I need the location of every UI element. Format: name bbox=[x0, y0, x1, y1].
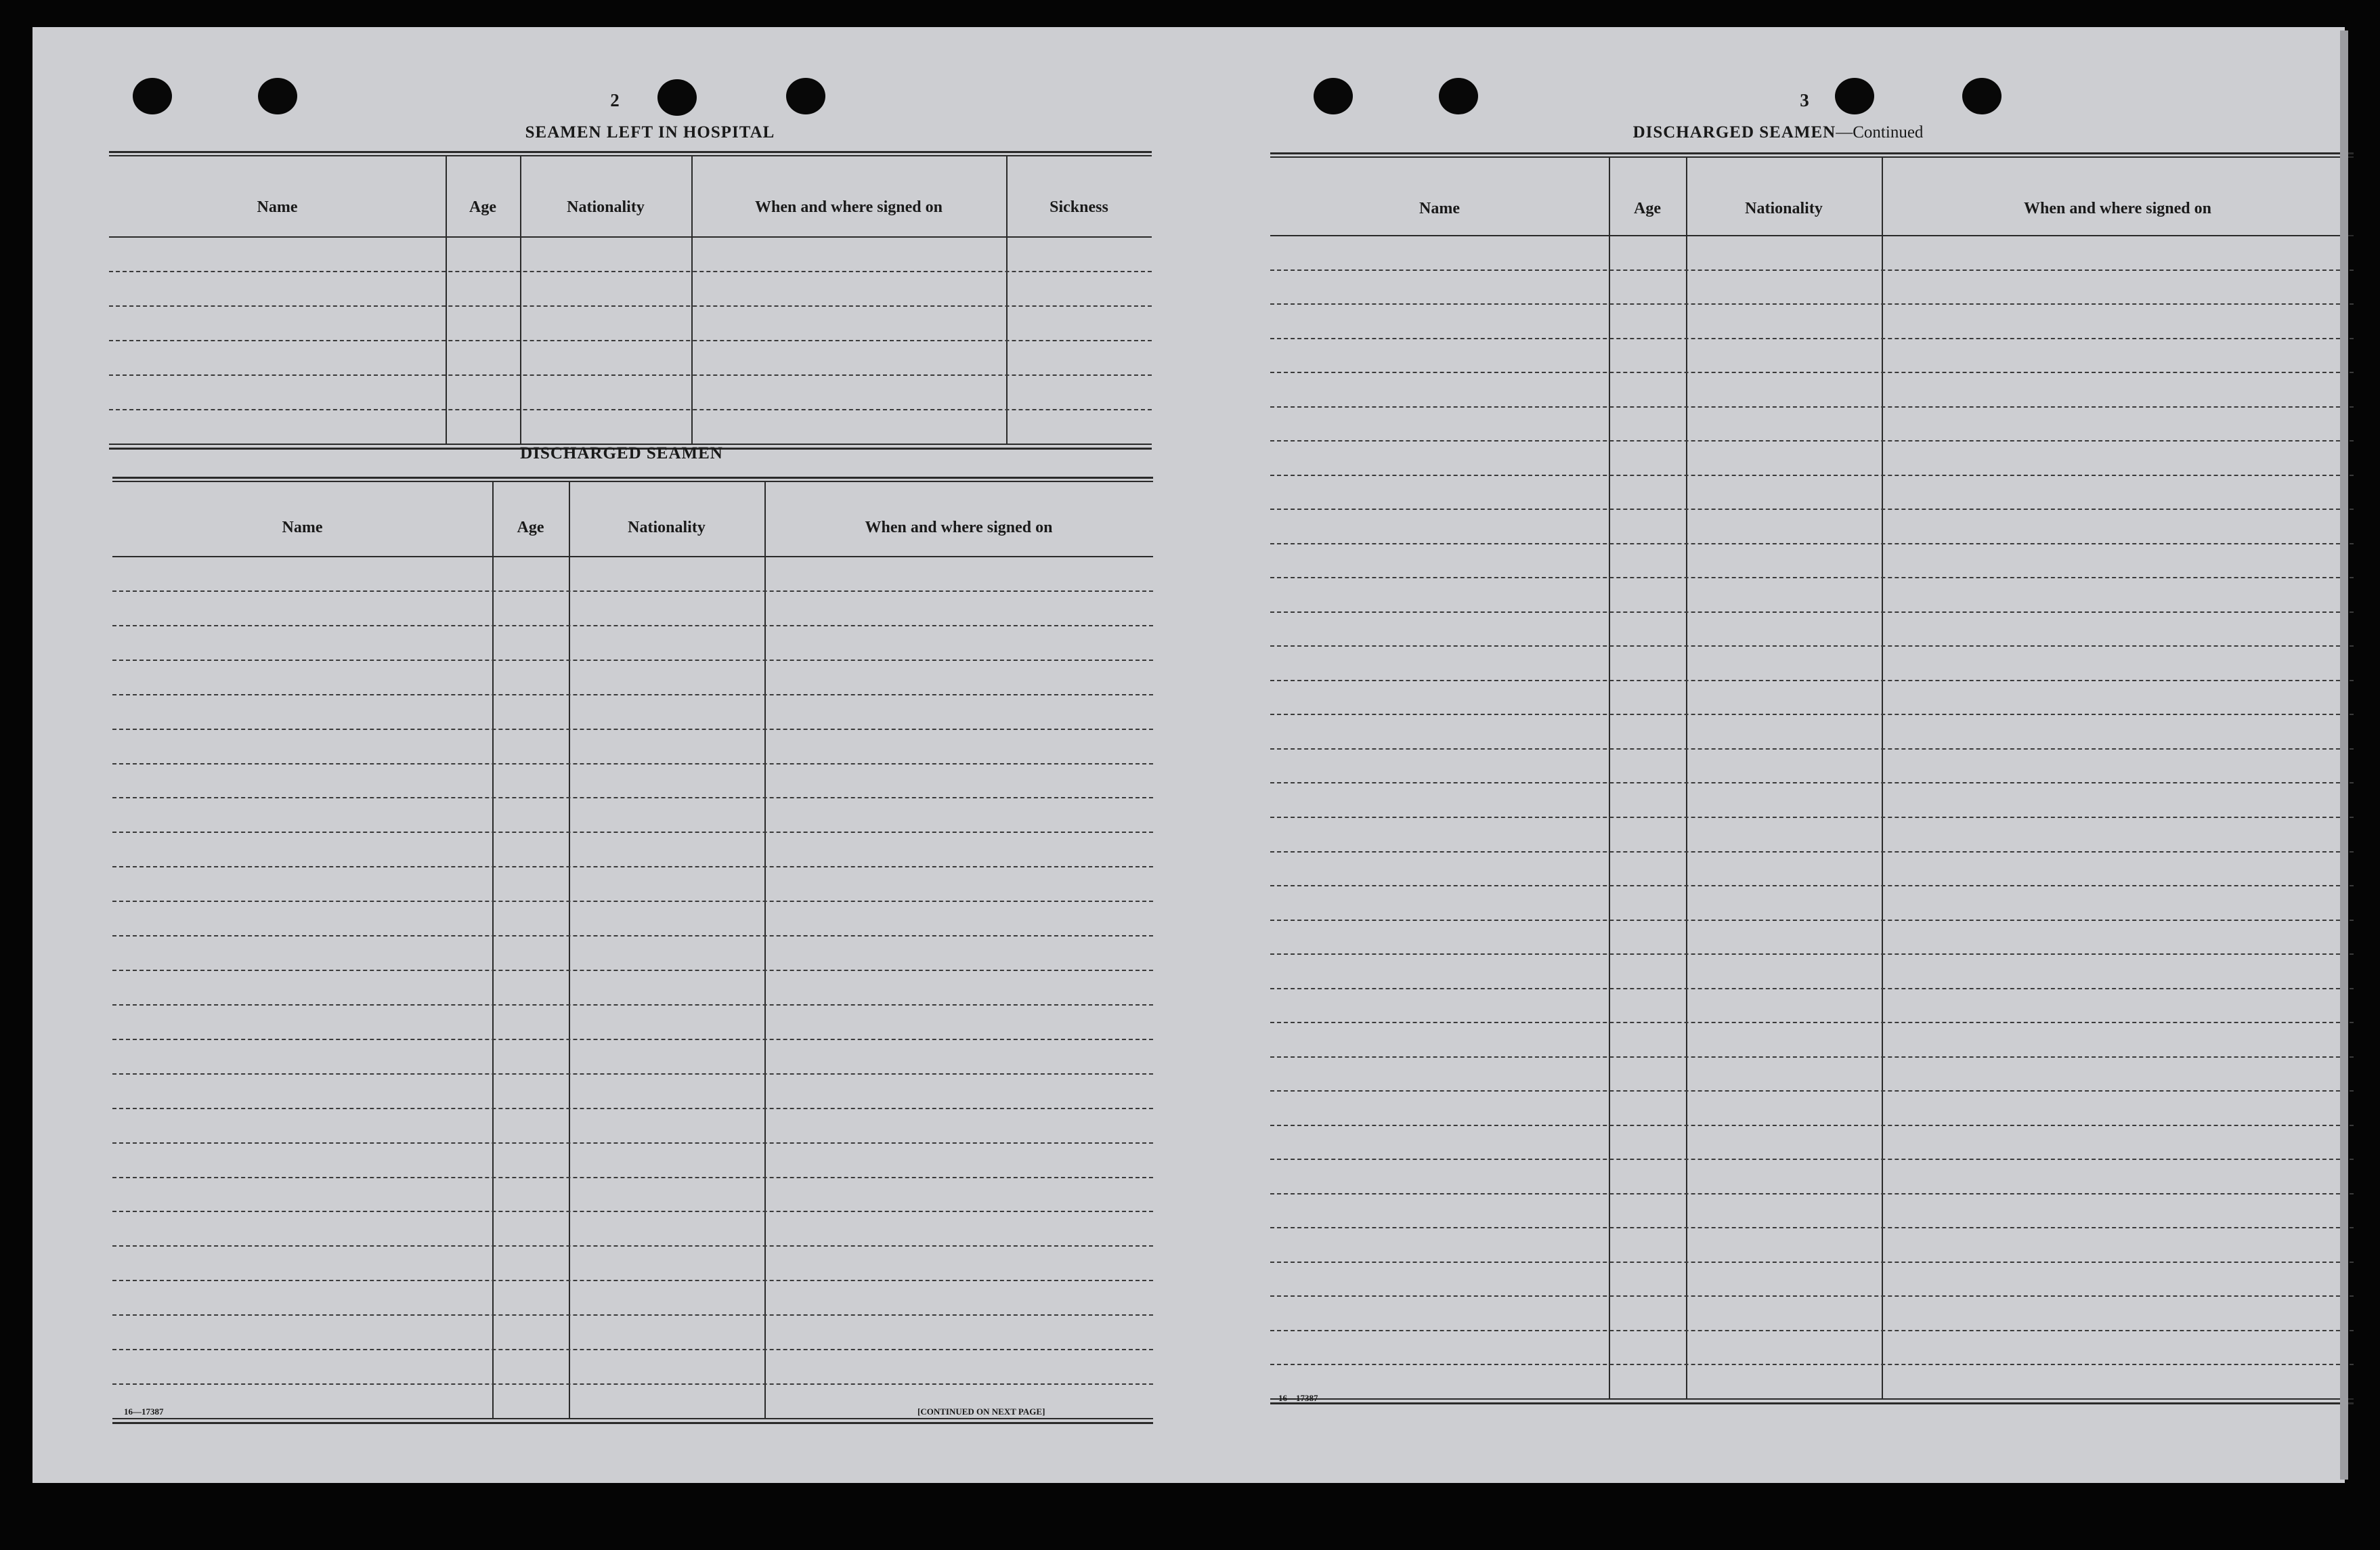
column-header: When and where signed on bbox=[865, 519, 1053, 536]
table-row[interactable] bbox=[1270, 1056, 2354, 1058]
punch-hole bbox=[258, 78, 297, 114]
column-divider bbox=[1882, 158, 1883, 1398]
table-row[interactable] bbox=[1270, 645, 2354, 647]
punch-hole bbox=[1314, 78, 1353, 114]
table-row[interactable] bbox=[112, 935, 1153, 937]
punch-hole bbox=[1439, 78, 1478, 114]
title-main: DISCHARGED SEAMEN bbox=[1632, 123, 1836, 142]
table-row[interactable] bbox=[1270, 475, 2354, 476]
column-header: Nationality bbox=[1745, 200, 1823, 217]
table-row[interactable] bbox=[112, 1108, 1153, 1109]
title-suffix: —Continued bbox=[1836, 123, 1924, 142]
table-row[interactable] bbox=[1270, 611, 2354, 613]
page-number: 2 bbox=[610, 90, 620, 110]
column-header: Nationality bbox=[567, 198, 645, 216]
discharged-continued-table bbox=[1270, 152, 2354, 1412]
form-number: 16—17387 bbox=[1278, 1393, 1318, 1403]
discharged-continued-title bbox=[1595, 123, 1961, 142]
table-row[interactable] bbox=[1270, 782, 2354, 783]
table-row[interactable] bbox=[112, 694, 1153, 695]
table-row[interactable] bbox=[1270, 338, 2354, 339]
column-header: When and where signed on bbox=[2024, 200, 2211, 217]
table-row[interactable] bbox=[1270, 1022, 2354, 1023]
left-page bbox=[33, 27, 1184, 1483]
punch-hole bbox=[1835, 78, 1874, 114]
table-row[interactable] bbox=[112, 1280, 1153, 1281]
table-row[interactable] bbox=[112, 625, 1153, 626]
column-header: When and where signed on bbox=[755, 198, 943, 216]
hospital-section-title: SEAMEN LEFT IN HOSPITAL bbox=[525, 123, 775, 142]
table-row[interactable] bbox=[112, 1004, 1153, 1006]
punch-hole bbox=[133, 78, 172, 114]
table-row[interactable] bbox=[112, 797, 1153, 798]
table-row[interactable] bbox=[112, 1349, 1153, 1350]
column-divider bbox=[1609, 158, 1610, 1398]
discharged-section-title: DISCHARGED SEAMEN bbox=[520, 444, 723, 462]
table-row[interactable] bbox=[1270, 680, 2354, 681]
table-row[interactable] bbox=[1270, 577, 2354, 578]
table-row[interactable] bbox=[112, 1245, 1153, 1247]
table-row[interactable] bbox=[1270, 372, 2354, 373]
table-row[interactable] bbox=[1270, 1090, 2354, 1092]
column-header: Name bbox=[282, 519, 323, 536]
table-row[interactable] bbox=[112, 660, 1153, 661]
column-divider bbox=[569, 482, 570, 1418]
table-row[interactable] bbox=[112, 729, 1153, 730]
table-row[interactable] bbox=[1270, 1159, 2354, 1160]
right-page bbox=[1190, 27, 2345, 1483]
table-row[interactable] bbox=[1270, 920, 2354, 921]
page-number: 3 bbox=[1800, 90, 1809, 110]
table-row[interactable] bbox=[112, 1142, 1153, 1144]
table-row[interactable] bbox=[1270, 988, 2354, 989]
table-row[interactable] bbox=[1270, 1193, 2354, 1194]
column-header: Sickness bbox=[1050, 198, 1108, 216]
column-header: Name bbox=[1419, 200, 1460, 217]
hospital-table bbox=[109, 151, 1152, 452]
table-row[interactable] bbox=[1270, 270, 2354, 271]
table-row[interactable] bbox=[112, 1314, 1153, 1316]
table-row[interactable] bbox=[109, 409, 1152, 410]
table-row[interactable] bbox=[1270, 1295, 2354, 1297]
table-row[interactable] bbox=[1270, 714, 2354, 715]
table-row[interactable] bbox=[112, 1039, 1153, 1040]
table-row[interactable] bbox=[1270, 440, 2354, 442]
continued-note: [CONTINUED ON NEXT PAGE] bbox=[917, 1406, 1045, 1417]
table-row[interactable] bbox=[1270, 817, 2354, 818]
table-row[interactable] bbox=[1270, 1364, 2354, 1365]
table-row[interactable] bbox=[1270, 851, 2354, 853]
table-row[interactable] bbox=[109, 271, 1152, 272]
column-divider bbox=[1686, 158, 1687, 1398]
column-header: Age bbox=[1634, 200, 1661, 217]
column-header: Name bbox=[257, 198, 298, 216]
scanned-document bbox=[33, 27, 2345, 1483]
table-row[interactable] bbox=[1270, 1227, 2354, 1228]
table-row[interactable] bbox=[112, 590, 1153, 592]
table-row[interactable] bbox=[112, 901, 1153, 902]
table-row[interactable] bbox=[112, 763, 1153, 765]
page-edge bbox=[2340, 30, 2348, 1480]
table-row[interactable] bbox=[1270, 509, 2354, 510]
table-row[interactable] bbox=[112, 1073, 1153, 1075]
column-divider bbox=[764, 482, 766, 1418]
form-number: 16—17387 bbox=[124, 1406, 164, 1417]
table-row[interactable] bbox=[112, 866, 1153, 867]
discharged-table bbox=[112, 477, 1153, 1431]
table-row[interactable] bbox=[1270, 406, 2354, 408]
table-row[interactable] bbox=[1270, 1125, 2354, 1126]
table-row[interactable] bbox=[112, 1211, 1153, 1212]
table-row[interactable] bbox=[112, 970, 1153, 971]
table-row[interactable] bbox=[112, 1177, 1153, 1178]
punch-hole bbox=[657, 79, 697, 116]
table-row[interactable] bbox=[1270, 1330, 2354, 1331]
table-row[interactable] bbox=[1270, 543, 2354, 544]
table-row[interactable] bbox=[109, 340, 1152, 341]
table-row[interactable] bbox=[1270, 1262, 2354, 1263]
table-row[interactable] bbox=[1270, 885, 2354, 886]
column-header: Nationality bbox=[628, 519, 706, 536]
table-row[interactable] bbox=[109, 374, 1152, 376]
column-header: Age bbox=[517, 519, 544, 536]
punch-hole bbox=[1962, 78, 2002, 114]
column-divider bbox=[492, 482, 494, 1418]
table-row[interactable] bbox=[109, 305, 1152, 307]
punch-hole bbox=[786, 78, 825, 114]
table-row[interactable] bbox=[112, 1383, 1153, 1385]
table-row[interactable] bbox=[112, 832, 1153, 833]
table-row[interactable] bbox=[1270, 748, 2354, 750]
table-row[interactable] bbox=[1270, 303, 2354, 305]
column-header: Age bbox=[469, 198, 496, 216]
table-row[interactable] bbox=[1270, 953, 2354, 955]
